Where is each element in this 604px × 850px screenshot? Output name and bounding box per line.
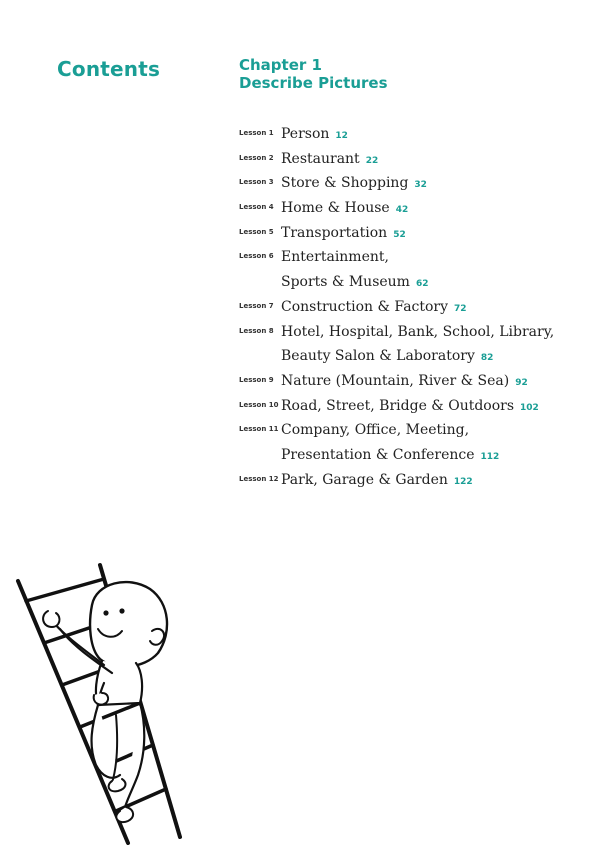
- lesson-item: [239, 420, 599, 469]
- lesson-title-text: Company, Office, Meeting,: [281, 422, 470, 439]
- lesson-number: Lesson 5: [239, 227, 274, 236]
- lesson-title-line: [281, 445, 599, 470]
- lesson-title-text: Store & Shopping: [281, 175, 409, 192]
- lesson-page-number: 52: [393, 229, 406, 240]
- lesson-number: Lesson 4: [239, 203, 274, 212]
- lesson-title-text: Person: [281, 126, 330, 142]
- lesson-title-text: Sports & Museum: [281, 274, 410, 291]
- lesson-item: [239, 247, 599, 296]
- lesson-number: Lesson 3: [239, 178, 274, 187]
- lesson-page-number: 42: [395, 205, 409, 216]
- chapter-label: Chapter 1: [239, 56, 322, 74]
- lesson-item: [239, 124, 599, 149]
- lesson-title-text: Restaurant: [281, 150, 360, 167]
- lesson-page-number: 122: [453, 476, 473, 487]
- boy-climbing-ladder-icon: [0, 555, 200, 845]
- lesson-page-number: 92: [515, 377, 528, 388]
- lesson-title-text: Nature (Mountain, River & Sea): [281, 372, 510, 389]
- lesson-page-number: 12: [335, 131, 348, 141]
- lesson-title-text: Construction & Factory: [281, 298, 449, 315]
- lesson-number: Lesson 12: [239, 474, 279, 483]
- lesson-number: Lesson 2: [239, 153, 274, 162]
- page-title: Contents: [57, 57, 161, 81]
- lesson-number: Lesson 9: [239, 375, 274, 384]
- lesson-title-line: [281, 396, 599, 421]
- lesson-title-text: Park, Garage & Garden: [281, 471, 448, 488]
- lesson-title-text: Beauty Salon & Laboratory: [281, 348, 475, 365]
- lesson-page-number: 22: [365, 155, 379, 166]
- lesson-item: [239, 149, 599, 174]
- lesson-page-number: 102: [520, 402, 539, 413]
- lesson-item: [239, 223, 599, 248]
- lesson-page-number: 72: [454, 303, 467, 314]
- lesson-title-text: Entertainment,: [281, 249, 389, 266]
- lesson-page-number: 32: [414, 180, 427, 191]
- lesson-title-line: [281, 322, 599, 347]
- lesson-title-line: [281, 470, 599, 495]
- lesson-number: Lesson 11: [239, 425, 279, 434]
- lesson-title-line: [281, 149, 599, 174]
- chapter-heading: [239, 56, 388, 92]
- lesson-title-line: [281, 371, 599, 396]
- lesson-title-text: Hotel, Hospital, Bank, School, Library,: [281, 323, 555, 340]
- lesson-item: [239, 396, 599, 421]
- lesson-number: Lesson 8: [239, 326, 274, 335]
- lesson-title-line: [281, 346, 599, 371]
- lesson-title-line: [281, 173, 599, 198]
- lesson-title-line: [281, 247, 599, 272]
- lesson-item: [239, 322, 599, 371]
- lesson-title-line: [281, 198, 599, 223]
- lesson-title-text: Presentation & Conference: [281, 446, 475, 463]
- lesson-number: Lesson 6: [239, 252, 274, 261]
- lesson-number: Lesson 10: [239, 400, 279, 409]
- lesson-item: [239, 198, 599, 223]
- lesson-number: Lesson 7: [239, 301, 274, 310]
- lesson-number: Lesson 1: [239, 129, 274, 137]
- lesson-title-line: [281, 124, 599, 149]
- lesson-page-number: 112: [480, 451, 500, 462]
- lesson-title-line: [281, 297, 599, 322]
- lesson-item: [239, 297, 599, 322]
- lesson-list: [239, 124, 599, 494]
- lesson-page-number: 82: [480, 353, 494, 364]
- lesson-item: [239, 470, 599, 495]
- lesson-title-line: [281, 272, 599, 297]
- lesson-item: [239, 173, 599, 198]
- lesson-page-number: 62: [415, 279, 429, 290]
- lesson-title-line: [281, 420, 599, 445]
- lesson-title-line: [281, 223, 599, 248]
- chapter-title: Describe Pictures: [239, 74, 388, 92]
- lesson-title-text: Transportation: [281, 224, 388, 241]
- lesson-title-text: Road, Street, Bridge & Outdoors: [281, 397, 515, 414]
- lesson-title-text: Home & House: [281, 200, 390, 217]
- lesson-item: [239, 371, 599, 396]
